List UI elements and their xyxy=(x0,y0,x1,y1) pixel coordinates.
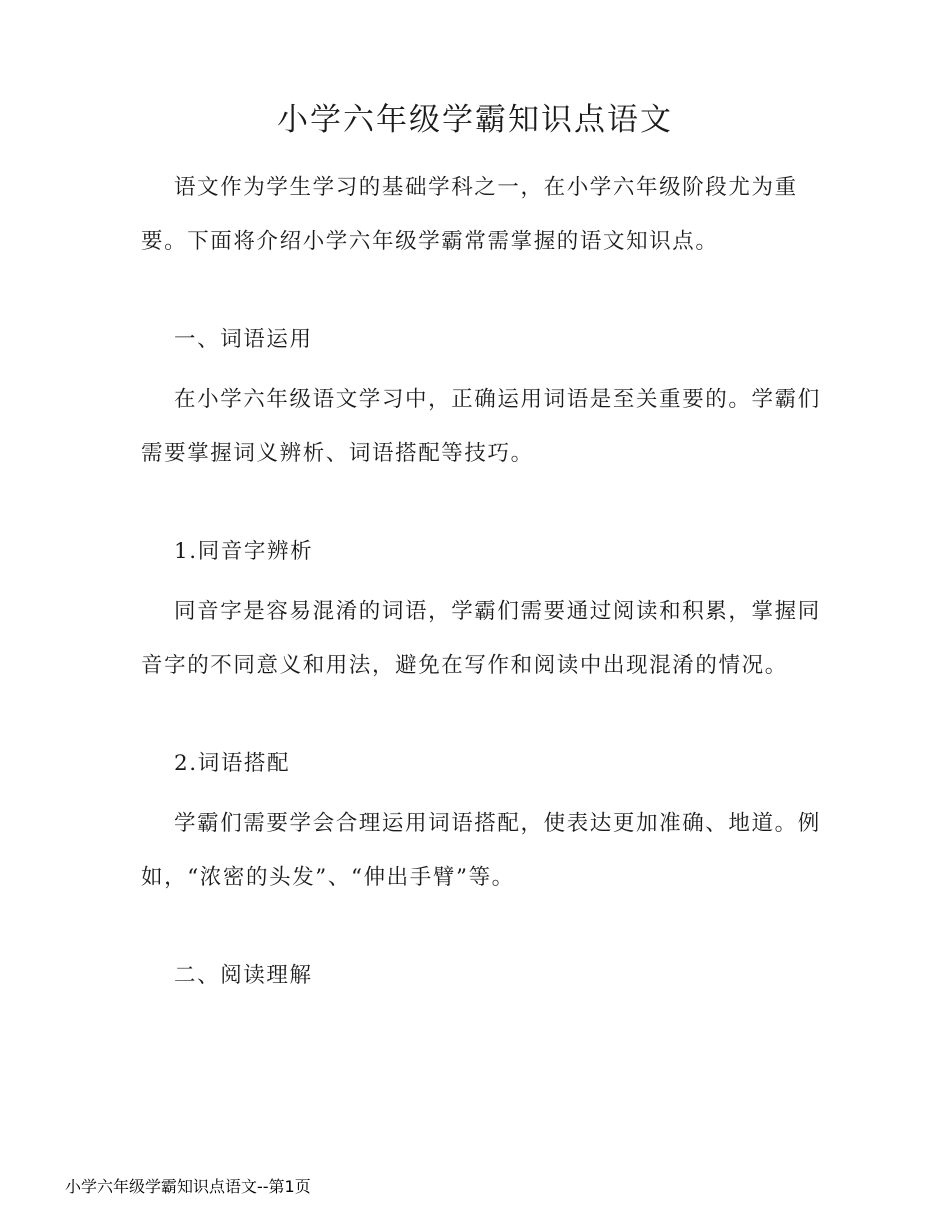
section-paragraph-word-usage: 在小学六年级语文学习中，正确运用词语是至关重要的。学霸们需要掌握词义辨析、词语搭配等技巧。 xyxy=(141,387,821,466)
section-paragraph-homophones: 同音字是容易混淆的词语，学霸们需要通过阅读和积累，掌握同音字的不同意义和用法，避免在写作和阅读中出现混淆的情况。 xyxy=(141,599,821,678)
document-title: 小学六年级学霸知识点语文 xyxy=(277,102,673,138)
section-heading-homophones: 1.同音字辨析 xyxy=(174,539,314,564)
section-heading-word-usage: 一、词语运用 xyxy=(174,327,313,352)
intro-paragraph: 语文作为学生学习的基础学科之一，在小学六年级阶段尤为重要。下面将介绍小学六年级学霸常需掌握的语文知识点。 xyxy=(141,175,798,254)
page-footer: 小学六年级学霸知识点语文--第1页 xyxy=(65,1177,311,1196)
section-heading-collocation: 2.词语搭配 xyxy=(174,751,291,776)
section-paragraph-collocation: 学霸们需要学会合理运用词语搭配，使表达更加准确、地道。例如，“浓密的头发”、“伸出手臂”等。 xyxy=(141,811,821,890)
section-heading-reading: 二、阅读理解 xyxy=(174,963,313,988)
